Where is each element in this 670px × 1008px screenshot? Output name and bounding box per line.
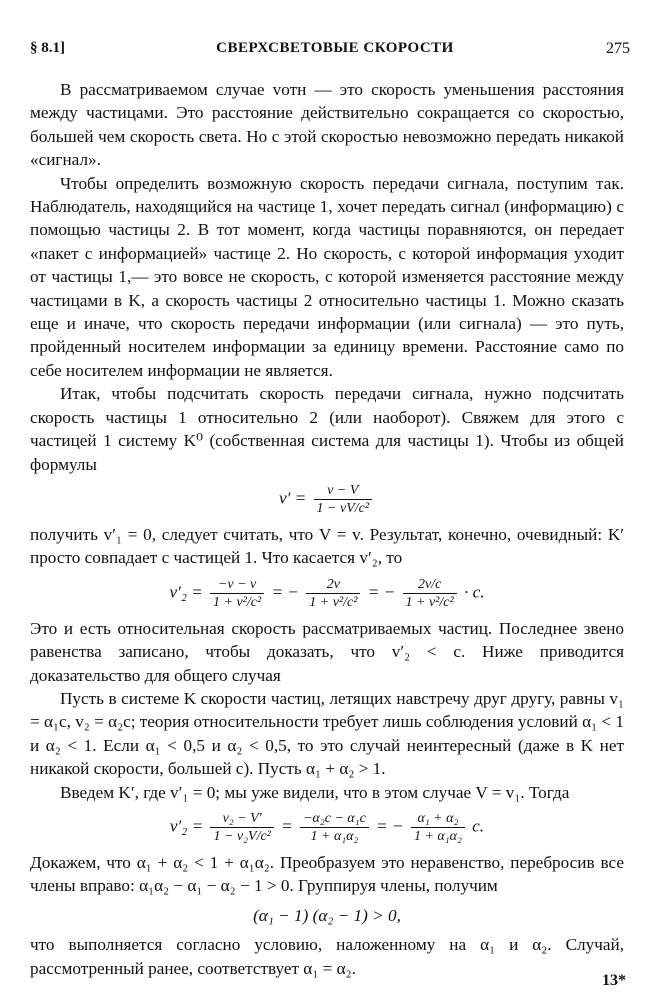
running-title: СВЕРХСВЕТОВЫЕ СКОРОСТИ (216, 40, 454, 56)
paragraph-9: что выполняется согласно условию, наложенному на α₁ и α₂. Случай, рассмотренный ранее, соответствует α₁ = α₂. (30, 935, 624, 978)
eq1-numerator: v − V (314, 482, 373, 500)
eq2-fraction-3 (403, 576, 457, 611)
eq3-den-3: 1 + α₁α₂ (413, 828, 462, 844)
eq3-den-1: 1 − v₂V/c² (213, 828, 271, 844)
eq3-num-1: v₂ − V′ (210, 810, 273, 828)
eq1-denominator: 1 − vV/c² (316, 500, 370, 516)
equation-inequality: (α₁ − 1) (α₂ − 1) > 0, (253, 905, 401, 925)
eq2-den-3: 1 + v²/c² (405, 594, 454, 610)
eq3-num-2: −α₂c − α₁c (300, 810, 369, 828)
paragraph-8: Докажем, что α₁ + α₂ < 1 + α₁α₂. Преобразуем это неравенство, перебросив все члены вправо: α₁α₂ − α₁ − α₂ − 1 > 0. Группируя члены, получим (30, 852, 624, 896)
section-number: § 8.1] (30, 40, 65, 56)
eq3-den-2: 1 + α₁α₂ (310, 828, 359, 844)
eq3-equals-1: = (281, 816, 293, 836)
paragraph-2: Чтобы определить возможную скорость передачи сигнала, поступим так. Наблюдатель, находящийся на частице 1, хочет передать сигнал (информацию) с помощью частицы 2. В тот момент, когда частицы поравняются, он передает «пакет с информацией» частице 2. Но скорость, с которой информация уходит от частицы 1,— это вовсе не скорость, с которой изменяется расстояние между частицами в K, а скорость частицы 2 относительно частицы 1. Можно сказать еще и иначе, что скорость передачи информации (или сигнала) — это путь, пройденный носителем информации за единицу времени. Расстояние само по себе носителем информации не является. (30, 173, 624, 380)
paragraph-7: Введем K′, где v′₁ = 0; мы уже видели, что в этом случае V = v₁. Тогда (60, 782, 570, 802)
eq2-equals-2: = − (367, 582, 396, 602)
equation-velocity-transform (30, 482, 624, 517)
eq2-equals-1: = − (271, 582, 299, 602)
eq3-fraction-3 (411, 810, 465, 845)
eq2-den-1: 1 + v²/c² (213, 594, 262, 610)
eq3-tail: c. (472, 816, 485, 836)
eq2-num-2: 2v (306, 576, 360, 594)
eq2-num-1: −v − v (210, 576, 264, 594)
signature-mark: 13* (602, 972, 626, 989)
eq3-fraction-1 (210, 810, 273, 845)
eq2-num-3: 2v/c (403, 576, 457, 594)
page-number: 275 (606, 40, 630, 57)
eq1-fraction (314, 482, 373, 517)
eq3-lhs: v′₂ = (169, 816, 204, 836)
equation-relative-velocity (30, 576, 624, 611)
eq1-lhs: v′ = (278, 488, 307, 508)
eq2-tail: · c. (464, 582, 485, 602)
body-text (30, 78, 624, 980)
paragraph-3: Итак, чтобы подсчитать скорость передачи сигнала, нужно подсчитать скорость частицы 1 относительно 2 (или наоборот). Свяжем для этого с частицей 1 систему K⁰ (собственная система для частицы 1). Чтобы из общей формулы (30, 384, 624, 474)
eq3-equals-2: = − (376, 816, 404, 836)
paragraph-5: Это и есть относительная скорость рассматриваемых частиц. Последнее звено равенства записано, чтобы доказать, что v′₂ < c. Ниже приводится доказательство для общего случая (30, 618, 624, 685)
paragraph-1: В рассматриваемом случае vотн — это скорость уменьшения расстояния между частицами. Это расстояние действительно сокращается со скоростью, большей чем скорость света. Но с этой скоростью невозможно передать никакой «сигнал». (30, 80, 624, 170)
eq3-fraction-2 (300, 810, 369, 845)
eq2-lhs: v′₂ = (169, 582, 203, 602)
paragraph-4: получить v′₁ = 0, следует считать, что V = v. Результат, конечно, очевидный: K′ просто совпадает с частицей 1. Что касается v′₂, то (30, 524, 624, 568)
eq3-num-3: α₁ + α₂ (411, 810, 465, 828)
equation-general-case (30, 810, 624, 845)
paragraph-6: Пусть в системе K скорости частиц, летящих навстречу друг другу, равны v₁ = α₁c, v₂ = α₂c; теория относительности требует лишь соблюдения условий α₁ < 1 и α₂ < 1. Если α₁ < 0,5 и α₂ < 0,5, то это случай неинтересный (даже в K нет никакой скорости, большей c). Пусть α₁ + α₂ > 1. (30, 688, 624, 779)
eq2-den-2: 1 + v²/c² (309, 594, 358, 610)
eq2-fraction-1 (210, 576, 264, 611)
eq2-fraction-2 (306, 576, 360, 611)
